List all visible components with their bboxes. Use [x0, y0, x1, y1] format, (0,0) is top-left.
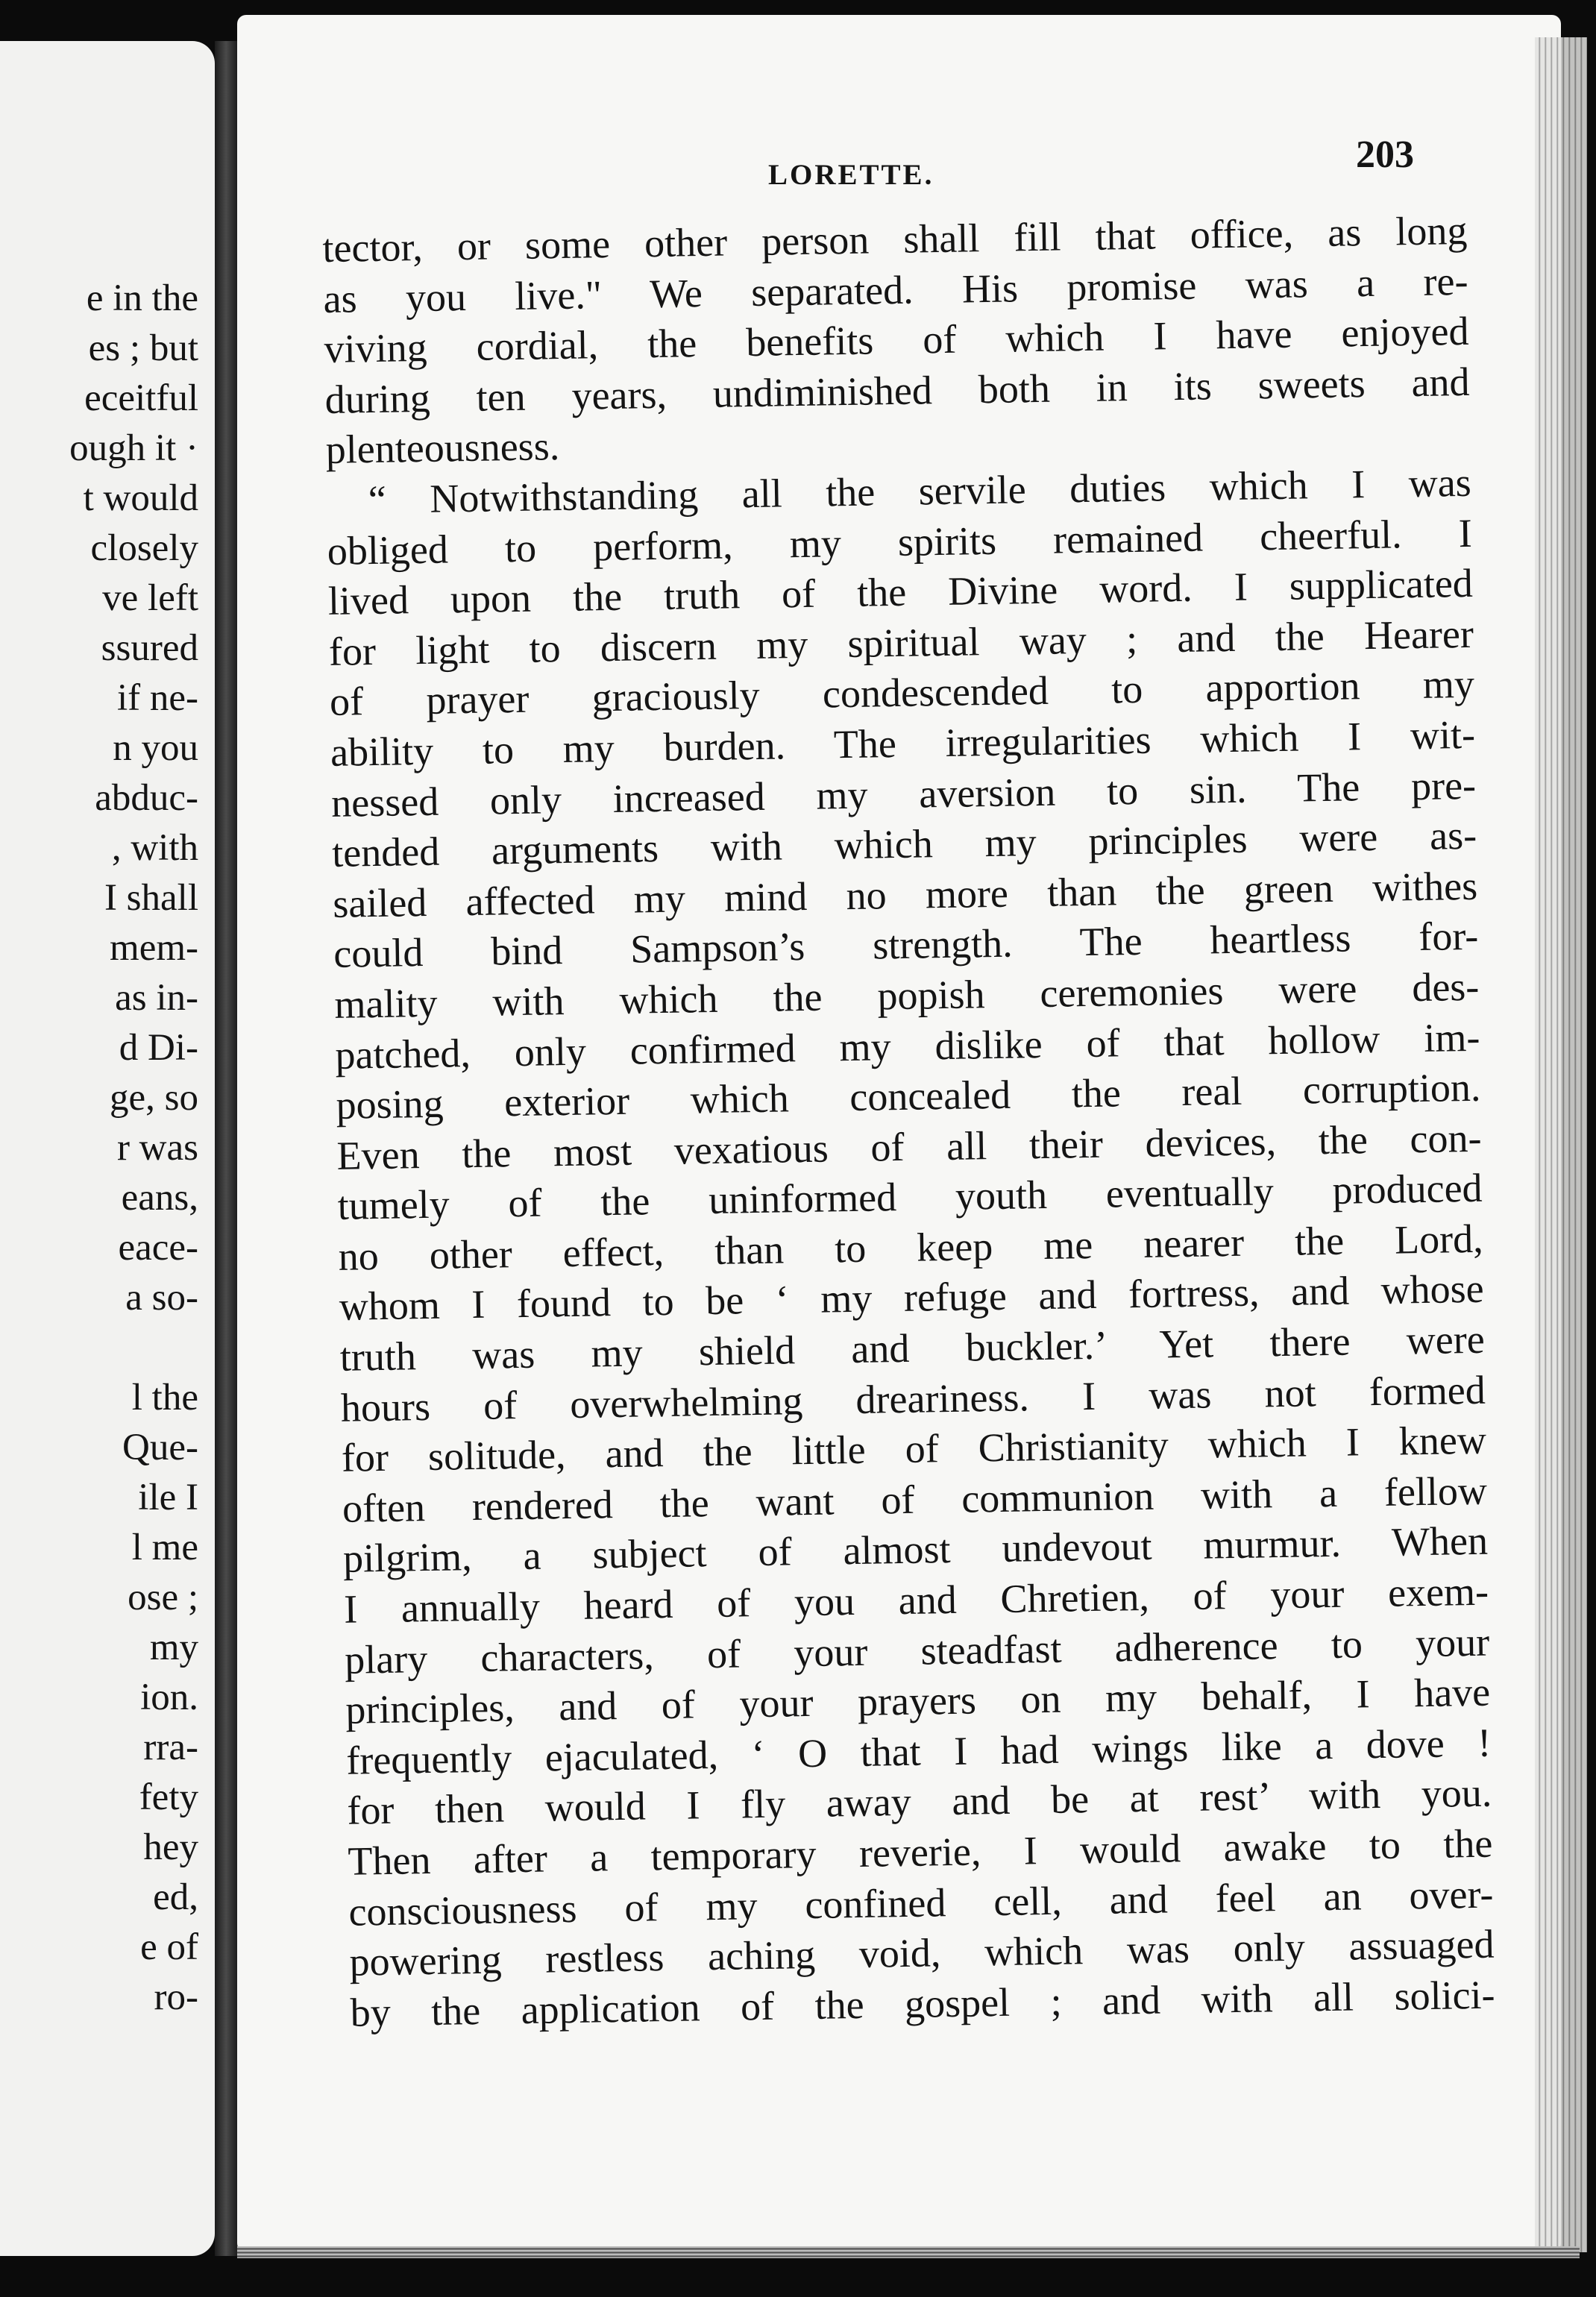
- facing-page-line: eans,: [121, 1177, 198, 1219]
- text-line: Even the most vexatious of all their devices, the con-: [336, 1115, 1482, 1178]
- text-line: lived upon the truth of the Divine word. I supplicated: [327, 560, 1474, 624]
- text-line: ability to my burden. The irregularities which I wit-: [330, 711, 1476, 775]
- facing-page-line: n you: [113, 727, 198, 769]
- facing-page-line: ose ;: [128, 1577, 198, 1618]
- text-line: Then after a temporary reverie, I would awake to the: [348, 1820, 1493, 1884]
- facing-page-line: d Di-: [119, 1027, 198, 1069]
- text-line: of prayer graciously condescended to apportion my: [329, 662, 1475, 725]
- facing-page-line: eace-: [118, 1227, 198, 1269]
- text-line: pilgrim, a subject of almost undevout murmur. When: [342, 1518, 1489, 1582]
- book-spine-gutter: [215, 41, 240, 2256]
- facing-page-line: r was: [116, 1127, 198, 1169]
- text-line: no other effect, than to keep me nearer the Lord,: [338, 1216, 1484, 1279]
- text-line: truth was my shield and buckler.’ Yet there were: [339, 1316, 1486, 1380]
- text-line: for then would I fly away and be at rest’ with you.: [346, 1770, 1492, 1834]
- page-edges: [1535, 37, 1587, 2252]
- text-line: by the application of the gospel ; and with all solici-: [350, 1972, 1495, 2035]
- facing-page-line: my: [149, 1627, 198, 1668]
- facing-page-line: l me: [131, 1527, 198, 1568]
- facing-page-line: ile I: [138, 1477, 198, 1518]
- text-line: as you live." We separated. His promise was a re-: [323, 258, 1468, 321]
- facing-page-line: closely: [90, 527, 198, 569]
- text-line: hours of overwhelming dreariness. I was not formed: [340, 1367, 1486, 1430]
- facing-page-line: eceitful: [84, 377, 198, 419]
- facing-page-line: abduc-: [95, 777, 198, 819]
- facing-page-line: e in the: [86, 277, 198, 319]
- text-line: for light to discern my spiritual way ; and the Hearer: [328, 611, 1474, 674]
- facing-page-line: ssured: [101, 627, 198, 669]
- text-line: frequently ejaculated, ‘ O that I had wings like a dove !: [345, 1720, 1492, 1783]
- text-line: I annually heard of you and Chretien, of your exem-: [343, 1568, 1489, 1632]
- facing-page-fragment: [0, 41, 215, 2256]
- facing-page-line: ro-: [154, 1976, 198, 2018]
- facing-page-line: ve left: [102, 577, 198, 619]
- facing-page-line: e of: [140, 1926, 198, 1968]
- facing-page-line: fety: [139, 1776, 198, 1818]
- text-line: during ten years, undiminished both in its sweets and: [324, 359, 1470, 422]
- page-bottom-edge: [237, 2246, 1580, 2258]
- text-line: nessed only increased my aversion to sin. The pre-: [330, 762, 1477, 826]
- page-number: 203: [1356, 133, 1414, 176]
- facing-page-line: ed,: [153, 1876, 198, 1918]
- text-line: mality with which the popish ceremonies were des-: [333, 964, 1480, 1027]
- page-body-text: [322, 206, 1495, 2038]
- text-line: principles, and of your prayers on my behalf, I have: [345, 1669, 1491, 1732]
- facing-page-line: if ne-: [116, 677, 198, 719]
- facing-page-line: as in-: [115, 977, 198, 1019]
- facing-page-line: t would: [83, 477, 198, 519]
- running-header: LORETTE.: [768, 159, 934, 191]
- text-line: tector, or some other person shall fill that office, as long: [322, 207, 1468, 271]
- facing-page-line: Que-: [122, 1427, 198, 1468]
- facing-page-line: ion.: [140, 1677, 198, 1718]
- facing-page-line: mem-: [110, 927, 198, 969]
- text-line: for solitude, and the little of Christianity which I knew: [341, 1417, 1487, 1481]
- text-line: often rendered the want of communion with a fellow: [342, 1468, 1488, 1531]
- text-line: obliged to perform, my spirits remained cheerful. I: [327, 510, 1473, 574]
- facing-page-line: rra-: [143, 1726, 198, 1768]
- facing-page-line: es ; but: [88, 327, 198, 369]
- text-line: plary characters, of your steadfast adherence to your: [344, 1619, 1490, 1682]
- text-line: consciousness of my confined cell, and feel an over-: [348, 1871, 1494, 1935]
- facing-page-line: a so-: [125, 1277, 198, 1319]
- text-line: plenteousness.: [325, 424, 560, 473]
- text-line: whom I found to be ‘ my refuge and fortress, and whose: [339, 1266, 1485, 1330]
- text-line: viving cordial, the benefits of which I have enjoyed: [324, 309, 1469, 372]
- facing-page-line: ge, so: [110, 1077, 198, 1119]
- text-line: tumely of the uninformed youth eventually produced: [337, 1166, 1483, 1229]
- facing-page-text: [69, 274, 198, 2023]
- text-line: could bind Sampson’s strength. The heartless for-: [333, 914, 1479, 977]
- text-line: tended arguments with which my principles were as-: [331, 812, 1477, 876]
- facing-page-line: [69, 1323, 198, 1373]
- facing-page-line: hey: [143, 1826, 198, 1868]
- facing-page-line: , with: [111, 827, 198, 869]
- facing-page-line: l the: [131, 1377, 198, 1418]
- text-line: sailed affected my mind no more than the green withes: [332, 863, 1478, 926]
- text-line: “ Notwithstanding all the servile duties which I was: [368, 459, 1472, 523]
- text-line: patched, only confirmed my dislike of that hollow im-: [335, 1014, 1480, 1078]
- facing-page-line: I shall: [104, 877, 198, 919]
- facing-page-line: ough it ·: [69, 427, 198, 469]
- text-line: posing exterior which concealed the real corruption.: [336, 1064, 1481, 1128]
- text-line: powering restless aching void, which was only assuaged: [349, 1921, 1495, 1985]
